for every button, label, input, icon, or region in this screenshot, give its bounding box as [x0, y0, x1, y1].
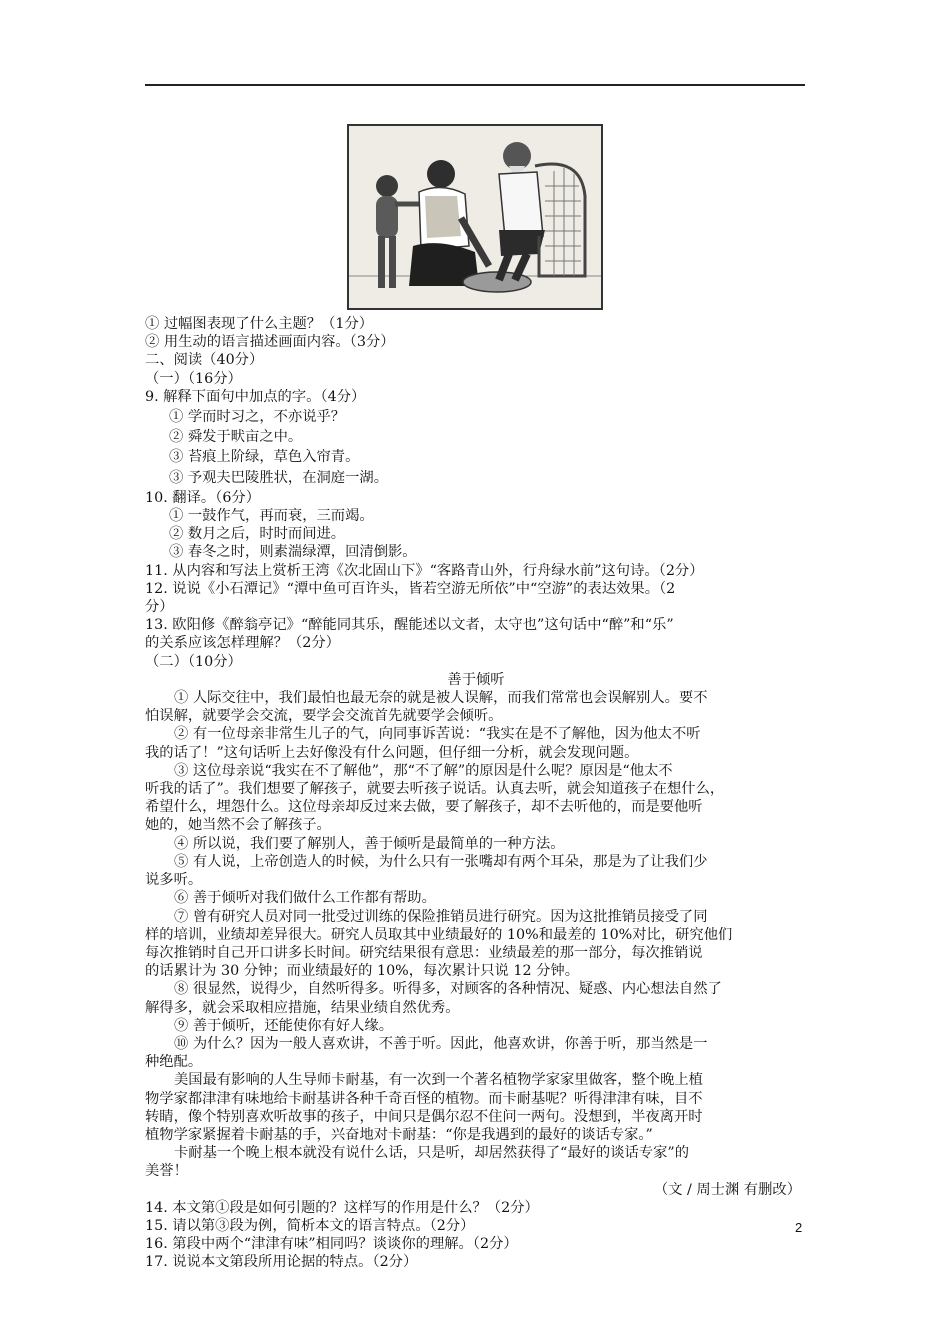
article-paragraph-4	[145, 835, 807, 853]
paragraph-line: 我的话了！”这句话听上去好像没有什么问题，但仔细一分析，就会发现问题。	[145, 744, 639, 761]
paragraph-line: ⑤ 有人说，上帝创造人的时候，为什么只有一张嘴却有两个耳朵，那是为了让我们少	[174, 853, 708, 870]
paragraph-line: 美国最有影响的人生导师卡耐基，有一次到一个著名植物学家家里做客，整个晚上植	[174, 1072, 703, 1089]
paragraph-line: 解得多，就会采取相应措施，结果业绩自然优秀。	[145, 999, 460, 1016]
paragraph-line: ① 人际交往中，我们最怕也最无奈的就是被人误解，而我们常常也会误解别人。要不	[174, 690, 708, 707]
paragraph-line: 说多听。	[145, 872, 203, 889]
paragraph-line: ⑨ 善于倾听，还能使你有好人缘。	[174, 1017, 393, 1034]
paragraph-line: 样的培训，业绩却差异很大。研究人员取其中业绩最好的 10%和最差的 10%对比，研究他们	[145, 926, 733, 943]
illustration-foot-washing	[347, 124, 603, 310]
paragraph-line: 听我的话了”。我们想要了解孩子，就要去听孩子说话。认真去听，就会知道孩子在想什么，	[145, 781, 725, 798]
q12-line-1: 12. 说说《小石潭记》“潭中鱼可百许头，皆若空游无所依”中“空游”的表达效果。（2	[145, 580, 676, 597]
header-rule	[145, 84, 805, 86]
paragraph-line: 她的，她当然不会了解孩子。	[145, 817, 331, 834]
q9-item-2: ② 舜发于畎亩之中。	[169, 429, 303, 446]
article-paragraph-1	[145, 689, 807, 725]
q9-title: 9. 解释下面句中加点的字。（4分）	[145, 388, 366, 405]
paragraph-line: 物学家都津津有味地给卡耐基讲各种千奇百怪的植物。而卡耐基呢？听得津津有味，目不	[145, 1090, 703, 1107]
article-title: 善于倾听	[447, 671, 505, 688]
paragraph-line: ④ 所以说，我们要了解别人，善于倾听是最简单的一种方法。	[174, 835, 565, 852]
paragraph-line: ⑩ 为什么？因为一般人喜欢讲，不善于听。因此，他喜欢讲，你善于听，那当然是一	[174, 1035, 708, 1052]
q9-item-4: ③ 予观夫巴陵胜状，在洞庭一湖。	[169, 469, 388, 486]
page-number: 2	[795, 1220, 803, 1235]
q11: 11. 从内容和写法上赏析王湾《次北固山下》“客路青山外，行舟绿水前”这句诗。（2分）	[145, 562, 704, 579]
q10-title: 10. 翻译。（6分）	[145, 489, 261, 506]
article-paragraph-7	[145, 908, 807, 981]
paragraph-line: 希望什么，埋怨什么。这位母亲却反过来去做，要了解孩子，却不去听他的，而是要他听	[145, 799, 703, 816]
paragraph-line: 转睛，像个特别喜欢听故事的孩子，中间只是偶尔忍不住问一两句。没想到，半夜离开时	[145, 1108, 703, 1125]
article-paragraph-9	[145, 1017, 807, 1035]
article-paragraph-2	[145, 725, 807, 761]
article-paragraph-12	[145, 1144, 807, 1180]
q15: 15. 请以第③段为例，简析本文的语言特点。（2分）	[145, 1217, 475, 1234]
q10-item-1: ① 一鼓作气，再而衰，三而竭。	[169, 508, 374, 525]
paragraph-line: ③ 这位母亲说“我实在不了解他”，那“不了解”的原因是什么呢？原因是“他太不	[174, 762, 673, 779]
paragraph-line: 每次推销时自己开口讲多长时间。研究结果很有意思：业绩最差的那一部分，每次推销说	[145, 944, 703, 961]
q16: 16. 第段中两个“津津有味”相同吗？谈谈你的理解。（2分）	[145, 1236, 518, 1253]
q14: 14. 本文第①段是如何引题的？这样写的作用是什么？（2分）	[145, 1199, 539, 1216]
paragraph-line: ② 有一位母亲非常生儿子的气，向同事诉苦说：“我实在是不了解他，因为他太不听	[174, 726, 701, 743]
page-body	[145, 315, 807, 1272]
section-reading-heading: 二、阅读（40分）	[145, 352, 264, 369]
q9-item-3: ③ 苔痕上阶绿，草色入帘青。	[169, 449, 360, 466]
paragraph-line: ⑦ 曾有研究人员对同一批受过训练的保险推销员进行研究。因为这批推销员接受了同	[174, 908, 708, 925]
paragraph-line: 卡耐基一个晚上根本就没有说什么话，只是听，却居然获得了“最好的谈话专家”的	[174, 1145, 690, 1162]
article-paragraph-8	[145, 980, 807, 1016]
picture-question-1: ① 过幅图表现了什么主题？（1分）	[145, 316, 374, 332]
paragraph-line: 种绝配。	[145, 1054, 203, 1071]
paragraph-line: 植物学家紧握着卡耐基的手，兴奋地对卡耐基：“你是我遇到的最好的谈话专家。”	[145, 1126, 653, 1143]
q13-line-1: 13. 欧阳修《醉翁亭记》“醉能同其乐，醒能述以文者，太守也”这句话中“醉”和“乐”	[145, 617, 674, 634]
paragraph-line: ⑧ 很显然，说得少，自然听得多。听得多，对顾客的各种情况、疑惑、内心想法自然了	[174, 981, 722, 998]
q12-line-2: 分）	[145, 599, 174, 616]
article-paragraph-6	[145, 889, 807, 907]
illustration-drawing	[349, 126, 601, 308]
article-paragraph-3	[145, 762, 807, 835]
q10-item-2: ② 数月之后，时时而间进。	[169, 526, 346, 543]
paragraph-line: 怕误解，就要学会交流，要学会交流首先就要学会倾听。	[145, 708, 503, 725]
q10-item-3: ③ 春冬之时，则素湍绿潭，回清倒影。	[169, 544, 417, 561]
article-paragraph-10	[145, 1035, 807, 1071]
article-paragraph-11	[145, 1071, 807, 1144]
q9-item-1: ① 学而时习之，不亦说乎？	[169, 409, 346, 426]
part2-heading: （二）（10分）	[145, 653, 242, 670]
article-source: （文 / 周士渊 有删改）	[653, 1181, 801, 1198]
part1-heading: （一）（16分）	[145, 370, 242, 387]
article-paragraph-5	[145, 853, 807, 889]
picture-question-2: ② 用生动的语言描述画面内容。（3分）	[145, 334, 395, 351]
q17: 17. 说说本文第段所用论据的特点。（2分）	[145, 1254, 418, 1271]
q13-line-2: 的关系应该怎样理解？（2分）	[145, 635, 340, 652]
paragraph-line: 美誉！	[145, 1163, 188, 1180]
paragraph-line: 的话累计为 30 分钟；而业绩最好的 10%，每次累计只说 12 分钟。	[145, 963, 580, 980]
paragraph-line: ⑥ 善于倾听对我们做什么工作都有帮助。	[174, 890, 436, 907]
